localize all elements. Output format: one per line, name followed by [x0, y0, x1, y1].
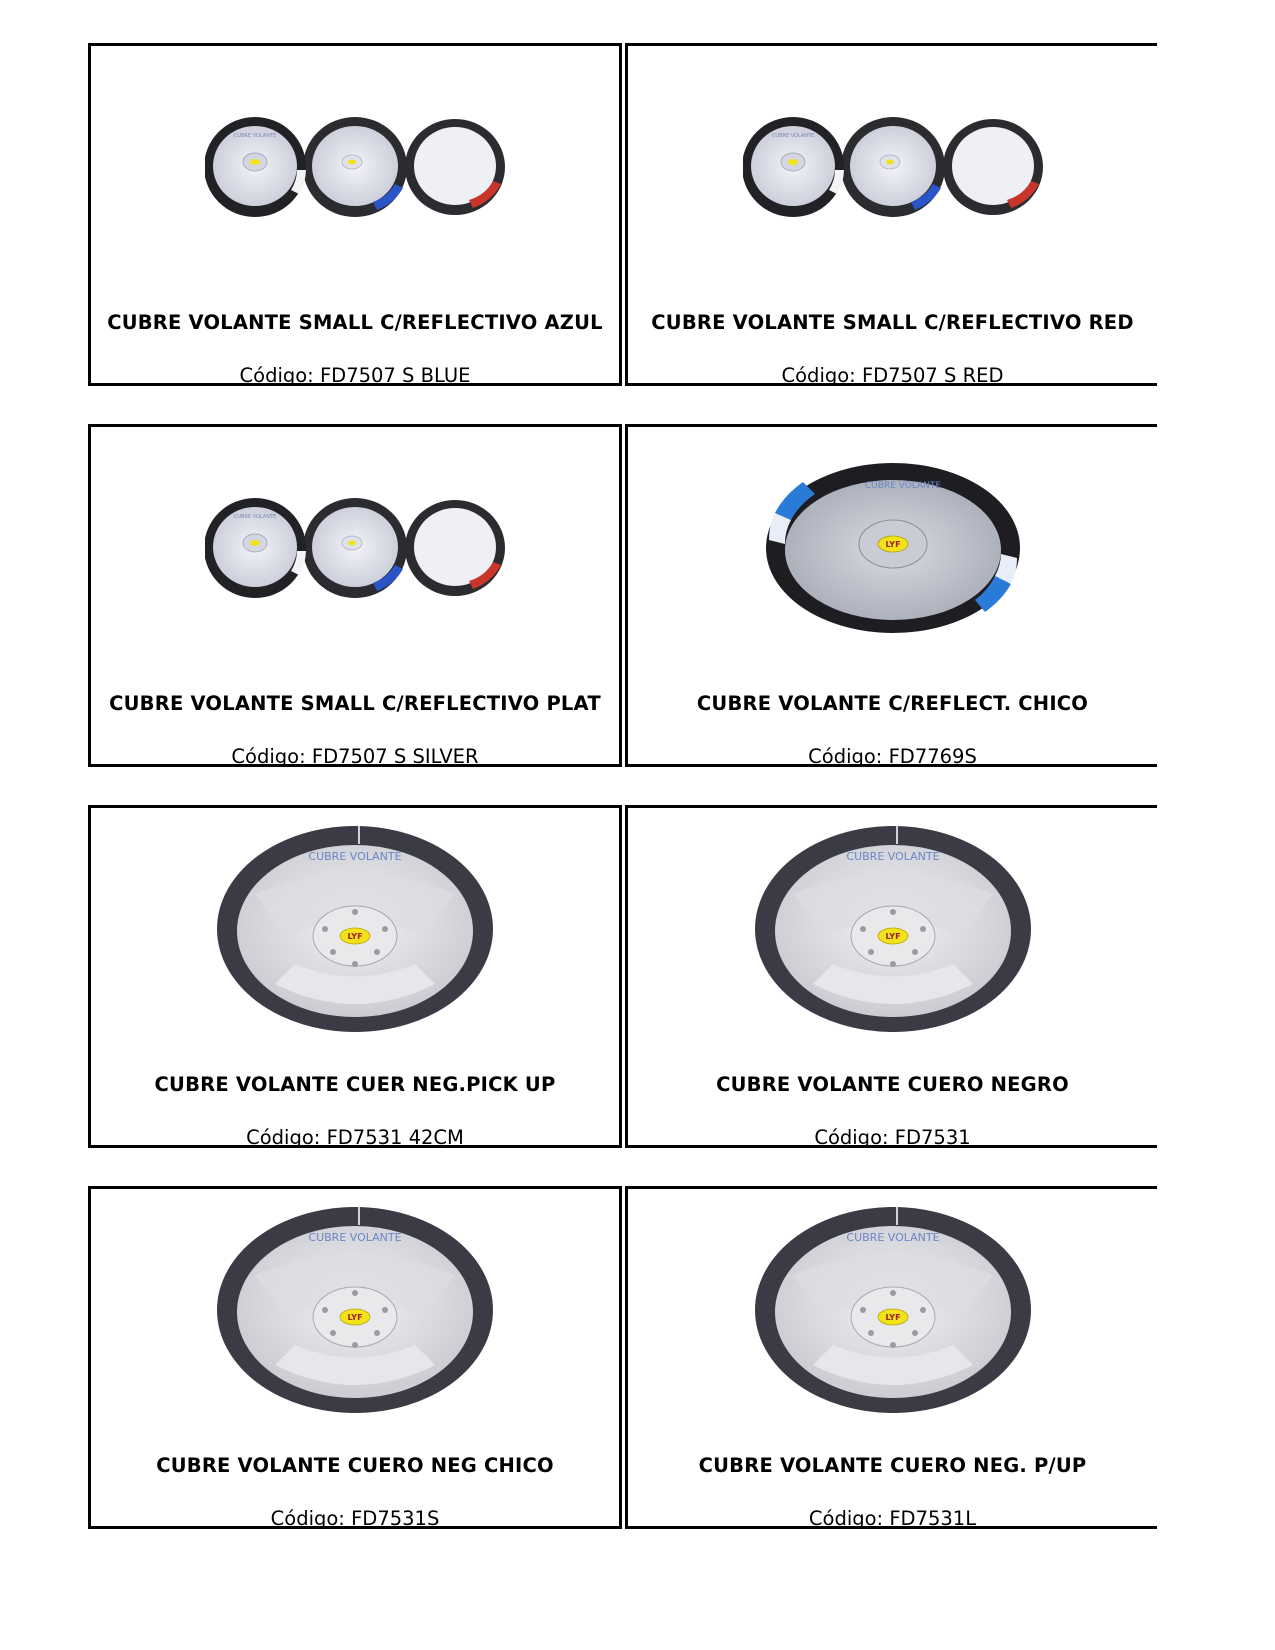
- product-title: CUBRE VOLANTE C/REFLECT. CHICO: [696, 692, 1089, 715]
- product-image: [628, 435, 1157, 660]
- product-code: Código: FD7507 S SILVER: [231, 745, 479, 768]
- product-code: Código: FD7507 S RED: [781, 364, 1004, 387]
- product-code: Código: FD7531L: [808, 1507, 977, 1530]
- triple-steering-wheel-image: [743, 112, 1043, 222]
- product-title: CUBRE VOLANTE CUERO NEG CHICO: [156, 1454, 554, 1477]
- product-code: Código: FD7769S: [808, 745, 977, 768]
- product-image: [628, 816, 1157, 1041]
- product-card: [625, 805, 1157, 1148]
- package-brand-text: CUBRE VOLANTE: [864, 480, 941, 491]
- product-code: Código: FD7507 S BLUE: [239, 364, 471, 387]
- package-brand-text: CUBRE VOLANTE: [771, 132, 814, 139]
- package-brand-text: CUBRE VOLANTE: [308, 849, 402, 863]
- product-image: [91, 816, 619, 1041]
- logo-text: LYF: [884, 931, 901, 941]
- product-card: [88, 424, 622, 767]
- product-code: Código: FD7531: [814, 1126, 971, 1149]
- package-brand-text: CUBRE VOLANTE: [233, 132, 277, 139]
- product-image: [628, 1197, 1157, 1422]
- product-image: [628, 54, 1157, 279]
- product-title: CUBRE VOLANTE CUERO NEG. P/UP: [698, 1454, 1087, 1477]
- product-title: CUBRE VOLANTE CUER NEG.PICK UP: [154, 1073, 556, 1096]
- product-title: CUBRE VOLANTE SMALL C/REFLECTIVO PLAT: [109, 692, 601, 715]
- leather-steering-wheel-image: [753, 824, 1033, 1034]
- package-brand-text: CUBRE VOLANTE: [308, 1230, 402, 1244]
- package-brand-text: CUBRE VOLANTE: [845, 849, 940, 863]
- product-image: [91, 435, 619, 660]
- triple-steering-wheel-image: [205, 112, 505, 222]
- leather-steering-wheel-image: [215, 1205, 495, 1415]
- product-image: [91, 54, 619, 279]
- product-card: [88, 43, 622, 386]
- reflective-steering-wheel-image: [763, 458, 1023, 638]
- product-card: [625, 43, 1157, 386]
- product-card: [88, 1186, 622, 1529]
- logo-text: LYF: [347, 931, 363, 941]
- logo-text: LYF: [347, 1312, 363, 1322]
- package-brand-text: CUBRE VOLANTE: [845, 1230, 940, 1244]
- logo-text: LYF: [884, 539, 901, 549]
- triple-steering-wheel-image: [205, 493, 505, 603]
- product-code: Código: FD7531 42CM: [246, 1126, 464, 1149]
- product-title: CUBRE VOLANTE SMALL C/REFLECTIVO RED: [651, 311, 1134, 334]
- product-card: [625, 1186, 1157, 1529]
- product-card: [625, 424, 1157, 767]
- product-title: CUBRE VOLANTE CUERO NEGRO: [716, 1073, 1069, 1096]
- product-title: CUBRE VOLANTE SMALL C/REFLECTIVO AZUL: [107, 311, 603, 334]
- leather-steering-wheel-image: [753, 1205, 1033, 1415]
- product-image: [91, 1197, 619, 1422]
- product-card: [88, 805, 622, 1148]
- package-brand-text: CUBRE VOLANTE: [233, 513, 277, 520]
- leather-steering-wheel-image: [215, 824, 495, 1034]
- logo-text: LYF: [884, 1312, 901, 1322]
- product-code: Código: FD7531S: [270, 1507, 440, 1530]
